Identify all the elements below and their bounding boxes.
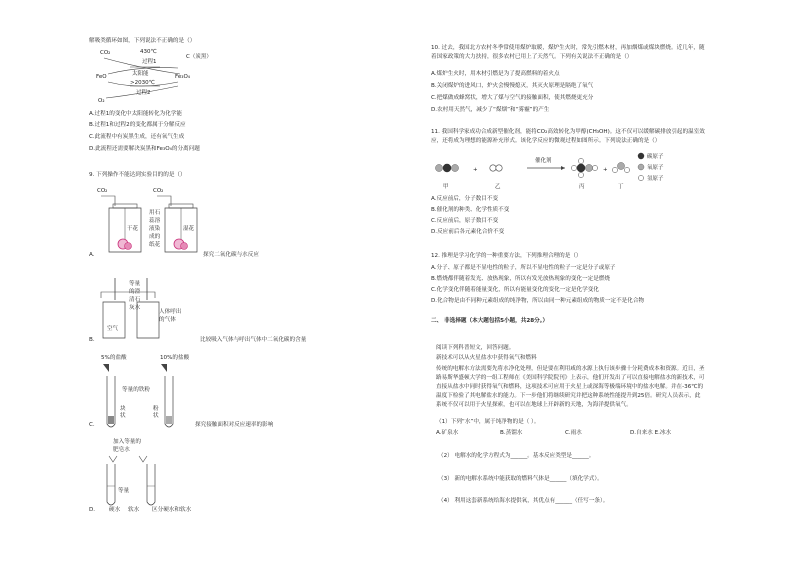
q8-cycle-diagram [90,46,230,106]
q11-catalyst: 催化剂 [535,158,552,164]
q10-stem: 10. 过去，我国北方农村冬季常使用煤炉取暖，煤炉生火时，常先引燃木材，再加烟煤或煤块燃烧。近几年，随着国家政策的大力扶持，很多农村已用上了天然气。下列有关说法不正确的是（） [431,45,705,60]
q8-temp2: >2030℃ [130,80,155,86]
q8-c: C（炭黑） [186,54,212,60]
q13-sub4: （4） 利用这套新系统给海水提供氧，其优点有______（任写一条）。 [438,498,609,504]
q9-b-air: 空气 [107,326,119,332]
q9-d-label: D. [89,507,96,513]
q13-passage: 传统的电解水方法需要先将水净化处理，但是要在利用咸的水源上执行该步骤十分耗费成本和资源。近日，圣路易斯华盛顿大学的一组工程师在《美国科学院院刊》上表示，他们开发出了可以直接电解盐水的新技术，可直接从盐水中同时获得氧气和燃料，这项技术可应用于火星上或深海等极端环境中的盐水电解。并在-36℃的温度下检验了其电解盐水的能力。下一步他们将继续研究并把这种系统性能提升到25倍。研究人员表示，此系统不仅可以用于火星探索，也可以在地球上开辟新的天地，为海洋提供氧气。 [436,366,705,408]
q11-bing: 丙 [579,184,585,190]
q10-option-d: D.农村用天然气，减少了“煤烟”和“雾霾”的产生 [431,107,550,113]
q11-stem: 11. 我国科学家成功合成新型催化剂，能将CO₂高效转化为甲醇(CH₃OH)。这不仅可以缓解碳排放引起的温室效应，还将成为理想的能源补充形式。该化学反应的微观过程如图所示。下列说法正确的是（） [431,129,705,144]
q11-legend-c [638,153,644,159]
q9-d-diagram [95,454,175,514]
svg-text:+: + [603,167,608,173]
q11-option-b: B.催化剂的种类、化学性质不变 [431,207,510,213]
q11-molecule-diagram [431,152,691,196]
q12-option-c: C.化学变化伴随着能量变化，所以有能量变化的变化一定是化学变化 [431,287,599,293]
q12-stem: 12. 推理是学习化学的一种重要方法，下列推理合理的是（） [431,253,582,259]
q9-a-co2-right: CO₂ [153,188,164,194]
q8-option-c: C.此流程中有炭黑生成，还有氧气生成 [89,134,185,140]
q13-sub3: （3） 新的电解水系统中能获取的燃料气体是______（填化学式）。 [438,476,603,482]
q9-b-desc: 比较吸入气体与呼出气体中二氧化碳的含量 [200,337,307,343]
q8-option-d: D.此流程还需要解决炭黑和Fe₃O₄的分离问题 [89,146,200,152]
q11-molecule-yi [490,165,502,171]
q9-a-note: 用石蕊溶液染成的纸花 [149,210,161,248]
q8-proc2: 过程2 [136,90,151,96]
q9-stem: 9. 下列操作不能达到实验目的的是（） [89,172,186,178]
q9-b-diagram [95,272,205,342]
q13-sub1-a: A.矿泉水 [436,430,459,436]
q8-fe3o4: Fe₃O₄ [175,74,190,80]
q9-d-hard: 硬水 [109,507,121,513]
q9-d-top: 加入等量的肥皂水 [113,439,141,453]
svg-text:+: + [473,167,478,173]
q8-temp1: 430℃ [140,49,157,55]
q9-a-co2-left: CO₂ [97,188,108,194]
q9-c-piece: 块状 [120,406,126,419]
q11-o-atom: 氧原子 [647,165,664,171]
q8-solar: 太阳能 [132,71,149,77]
q11-yi: 乙 [495,184,501,190]
q13-title: 新技术可以从火星盐水中获得氧气和燃料 [436,355,537,361]
q12-option-b: B.燃烧都伴随着发光、放热现象，所以有发光放热现象的变化一定是燃烧 [431,276,611,282]
q9-c-desc: 探究接触面积对反应速率的影响 [195,422,274,428]
q9-c-diagram [95,362,205,432]
q9-a-desc: 探究二氧化碳与水反应 [203,252,259,258]
q13-sub1: （1）下列“水”中，属于纯净物的是（ ）。 [436,419,540,425]
q10-option-c: C.把煤做成蜂窝状，增大了煤与空气的接触面积，使其燃烧更充分 [431,95,594,101]
q8-proc1: 过程1 [142,59,157,65]
q10-option-b: B.关闭煤炉的进风口，炉火会慢慢熄灭，其灭火原理是隔绝了氧气 [431,83,594,89]
q11-molecule-ding [612,162,629,172]
q9-c-acid1: 5%的盐酸 [101,355,127,361]
q13-sub1-c: C.雨水 [565,430,582,436]
q12-option-a: A.分子、原子都是不显电性的粒子，所以不显电性的粒子一定是分子或原子 [431,265,616,271]
q11-h-atom: 氢原子 [647,176,664,182]
q13-sub1-d: D.自来水 E.冰水 [630,430,672,436]
q13-intro: 阅读下列科普短文，回答问题。 [436,345,515,351]
q13-sub1-b: B.蒸馏水 [500,430,523,436]
q11-molecule-bing [571,158,597,177]
q9-a-wet: 湿花 [183,226,195,232]
q11-c-atom: 碳原子 [647,154,664,160]
q11-molecule-jia [435,164,458,172]
q9-d-eq: 等量 [118,488,130,494]
q8-o2: O₂ [98,98,105,104]
q8-feo: FeO [96,74,107,80]
q9-c-mid: 等量的铁粉 [122,387,150,393]
q9-c-powder: 粉状 [153,406,159,419]
q11-option-c: C.反应前后，原子数目不变 [431,218,499,224]
q10-option-a: A.煤炉生火时，用木材引燃是为了提高燃料的着火点 [431,71,560,77]
section-heading: 二、 非选择题（本大题包括5小题，共28分。） [431,318,549,324]
q9-d-soft: 软水 [128,507,140,513]
q11-jia: 甲 [443,184,449,190]
q11-legend-h [638,175,643,180]
q9-c-label: C. [89,422,95,428]
q8-stem: 解吸类循环如图，下列说法不正确的是（） [89,38,196,44]
q8-option-a: A.过程1的变化中太阳能转化为化学能 [89,111,182,117]
q11-option-d: D.反应前后各元素化合价不变 [431,229,505,235]
q8-option-b: B.过程1和过程2的变化都属于分解反应 [89,122,186,128]
q11-option-a: A.反应前后，分子数目不变 [431,196,499,202]
q13-sub2: （2） 电解水的化学方程式为______。基本反应类型是______。 [438,453,595,459]
q11-legend-o [638,164,644,170]
q9-a-dry: 干花 [127,226,139,232]
q9-b-breath: 人体呼出的气体 [159,309,182,323]
q8-co2: CO₂ [100,50,111,56]
q9-b-label: B. [89,337,95,343]
q9-b-top: 等量的澄清石灰水 [129,281,141,311]
q12-option-d: D.化合物是由不同种元素组成的纯净物，所以由同一种元素组成的物质一定不是化合物 [431,298,645,304]
q11-ding: 丁 [618,184,624,190]
q9-a-label: A. [89,252,95,258]
q9-d-desc: 区分硬水和软水 [152,507,192,513]
q9-c-acid2: 10%的盐酸 [160,355,190,361]
